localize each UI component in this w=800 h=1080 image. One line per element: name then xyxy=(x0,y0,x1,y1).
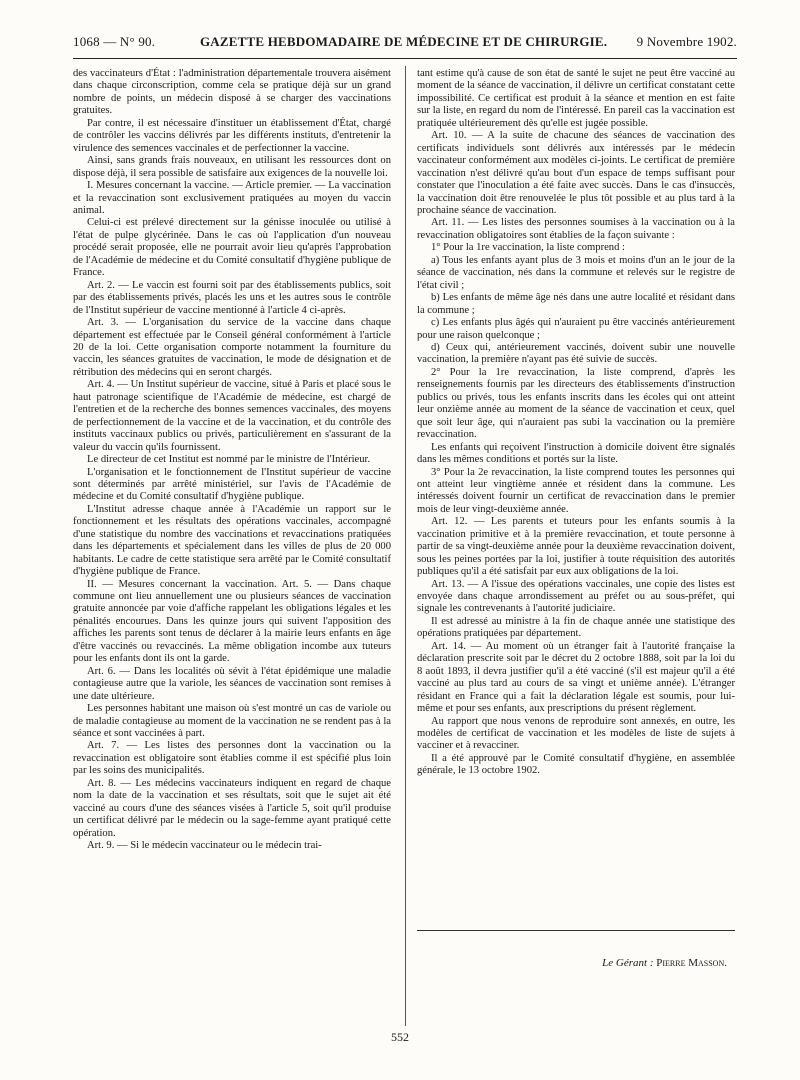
header-rule xyxy=(73,58,737,59)
paragraph: des vaccinateurs d'État : l'administration départementale trouvera aisément dans chaque circonscription, comme cela se pratique déjà sur un grand nombre de points, un médecin disposé à se charger des vaccinations gratuites. xyxy=(73,68,391,117)
signature-label: Le Gérant : xyxy=(602,957,654,969)
paragraph: Art. 4. — Un Institut supérieur de vaccine, situé à Paris et placé sous le haut patronage scientifique de l'Académie de médecine, est chargé de l'entretien et de la recherche des bonnes semences vaccinales, des moyens de perfectionnement de la vaccine et de la vaccination, et du contrôle des instituts vaccinaux publics ou privés, particulièrement en s'assurant de la valeur du vaccin qu'ils fournissent. xyxy=(73,379,391,453)
paragraph: Les enfants qui reçoivent l'instruction à domicile doivent être signalés dans les mêmes conditions et portés sur la liste. xyxy=(417,441,735,466)
paragraph: 2° Pour la 1re revaccination, la liste comprend, d'après les renseignements fournis par les directeurs des établissements d'instruction publics ou privés, tous les enfants inscrits dans les écoles qui ont atteint leur onzième année au moment de la séance de vaccination et ceux, quel que soit leur âge, qui n'auraient pas subi la vaccination ou la première revaccination. xyxy=(417,366,735,441)
paragraph: Ainsi, sans grands frais nouveaux, en utilisant les ressources dont on dispose déjà, il sera possible de satisfaire aux exigences de la nouvelle loi. xyxy=(73,155,391,179)
right-column xyxy=(417,68,735,778)
paragraph: Art. 9. — Si le médecin vaccinateur ou le médecin trai- xyxy=(87,840,322,852)
signature xyxy=(417,957,727,969)
paragraph: Celui-ci est prélevé directement sur la génisse inoculée ou utilisé à l'état de pulpe glycérinée. Dans le cas où l'application d'un nouveau procédé serait proposée, elle ne pourrait avoir lieu qu'après l'approbation de l'Académie de médecine et du Comité consultatif d'hygiène publique de France. xyxy=(73,217,391,279)
paragraph: Art. 11. — Les listes des personnes soumises à la vaccination ou à la revaccination obligatoires sont établies de la façon suivante : xyxy=(417,217,735,241)
paragraph: Art. 3. — L'organisation du service de la vaccine dans chaque département est effectuée par le Conseil général conformément à l'article 20 de la loi. Cette organisation comporte notamment la fourniture du vaccin, les séances gratuites de vaccination, le mode de désignation et de rétribution des médecins qui en seront chargés. xyxy=(73,317,391,378)
paragraph: Les personnes habitant une maison où s'est montré un cas de variole ou de maladie contagieuse au moment de la vaccination ne se rendent pas à la séance et sont vaccinées à part. xyxy=(73,703,391,740)
issue-date: 9 Novembre 1902. xyxy=(636,34,737,49)
paragraph: Art. 8. — Les médecins vaccinateurs indiquent en regard de chaque nom la date de la vaccination et ses résultats, soit que le sujet ait été vacciné au cours d'une des séances visées à l'article 5, soit qu'il produise un certificat délivré par le médecin ou la sage-femme ayant pratiqué cette opération. xyxy=(73,777,391,839)
column-divider xyxy=(405,66,406,1026)
paragraph: 1° Pour la 1re vaccination, la liste comprend : xyxy=(431,242,625,254)
left-column xyxy=(73,68,391,853)
paragraph: Art. 13. — A l'issue des opérations vaccinales, une copie des listes est envoyée dans chaque arrondissement au préfet ou au sous-préfet, qui signale les contrevenants à l'autorité judiciaire. xyxy=(417,578,735,615)
page-issue-number: 1068 — N° 90. xyxy=(73,34,156,49)
paragraph: Art. 6. — Dans les localités où sévit à l'état épidémique une maladie contagieuse autre que la variole, les séances de vaccination sont remises à une date ultérieure. xyxy=(73,665,391,702)
paragraph: L'Institut adresse chaque année à l'Académie un rapport sur le fonctionnement et les résultats des opérations vaccinales, accompagné d'une statistique du nombre des vaccinations et revaccinations pratiquées dans les départements et spécialement dans les villes de plus de 20 000 habitants. Le cadre de cette statistique sera arrêté par le Comité consultatif d'hygiène publique de France. xyxy=(73,503,391,578)
journal-title: GAZETTE HEBDOMADAIRE DE MÉDECINE ET DE CHIRURGIE. xyxy=(200,34,608,49)
paragraph: L'organisation et le fonctionnement de l'Institut supérieur de vaccine sont déterminés par arrêté ministériel, sur l'avis de l'Académie de médecine et du Comité consultatif d'hygiène publique. xyxy=(73,466,391,503)
paragraph: II. — Mesures concernant la vaccination. Art. 5. — Dans chaque commune ont lieu annuellement une ou plusieurs séances de vaccination gratuite annoncée par voie d'affiche rappelant les obligations légales et les pénalités encourues. Dans les quinze jours qui suivent l'apposition des affiches les parents sont tenus de déclarer à la mairie leurs enfants en âge d'être vaccinés ou revaccinés. La même obligation incombe aux tuteurs pour les enfants dont ils ont la garde. xyxy=(73,578,391,665)
paragraph: Art. 2. — Le vaccin est fourni soit par des établissements publics, soit par des établissements privés, placés les uns et les autres sous le contrôle de l'Institut supérieur de vaccine mentionné à l'article 4 ci-après. xyxy=(73,279,391,316)
paragraph: Art. 10. — A la suite de chacune des séances de vaccination des certificats individuels sont délivrés aux intéressés par le médecin vaccinateur conformément aux modèles ci-joints. Le certificat de première vaccination n'est délivré qu'au bout d'un espace de temps suffisant pour constater que l'inoculation a été faite avec succès. Dans le cas d'insuccès, la vaccination doit être renouvelée le plus tôt possible et au plus tard à la prochaine séance de vaccination. xyxy=(417,130,735,216)
paragraph: Le directeur de cet Institut est nommé par le ministre de l'Intérieur. xyxy=(87,454,371,466)
paragraph: b) Les enfants de même âge nés dans une autre localité et résidant dans la commune ; xyxy=(417,292,735,316)
paragraph: Il est adressé au ministre à la fin de chaque année une statistique des opérations pratiquées par département. xyxy=(417,615,735,640)
signature-name: Pierre Masson. xyxy=(656,957,727,969)
paragraph: Art. 14. — Au moment où un étranger fait à l'autorité française la déclaration prescrite soit par le décret du 2 octobre 1888, soit par la loi du 8 août 1893, il devra justifier qu'il a été vacciné (s'il est majeur qu'il a été vacciné au plus tard au cours de sa vingt et unième année). L'étranger résidant en France qui a fait la déclaration légale est soumis, pour lui-même et pour ses enfants, aux prescriptions du présent règlement. xyxy=(417,640,735,715)
paragraph: a) Tous les enfants ayant plus de 3 mois et moins d'un an le jour de la séance de vaccination, nés dans la commune et relevés sur le registre de l'état civil ; xyxy=(417,254,735,291)
paragraph: tant estime qu'à cause de son état de santé le sujet ne peut être vacciné au moment de la séance de vaccination, il délivre un certificat constatant cette impossibilité. Ce certificat est produit à la séance et mention en est faite sur la liste, en regard du nom de l'intéressé. En pareil cas la vaccination est pratiquée ultérieurement dès qu'elle est jugée possible. xyxy=(417,68,735,129)
page-number: 552 xyxy=(391,1030,409,1044)
paragraph: c) Les enfants plus âgés qui n'auraient pu être vaccinés antérieurement pour une raison quelconque ; xyxy=(417,317,735,341)
paragraph: d) Ceux qui, antérieurement vaccinés, doivent subir une nouvelle vaccination, la première n'ayant pas été suivie de succès. xyxy=(417,341,735,366)
paragraph: Art. 12. — Les parents et tuteurs pour les enfants soumis à la vaccination primitive et à la première revaccination, et toute personne à partir de sa vingt-deuxième année pour la deuxième revaccination doivent, sous les peines portées par la loi, justifier à toute réquisition des autorités publiques qu'il a été satisfait par eux aux obligations de la loi. xyxy=(417,516,735,578)
paragraph: Au rapport que nous venons de reproduire sont annexés, en outre, les modèles de certificat de vaccination et les modèles de liste de sujets à vacciner et à revacciner. xyxy=(417,715,735,752)
paragraph: Art. 7. — Les listes des personnes dont la vaccination ou la revaccination est obligatoire sont établies comme il est spécifié plus loin par les soins des municipalités. xyxy=(73,740,391,777)
paragraph: 3° Pour la 2e revaccination, la liste comprend toutes les personnes qui ont atteint leur vingtième année et résident dans la commune. Les intéressés doivent fournir un certificat de revaccination dans le premier mois de leur vingt-deuxième année. xyxy=(417,466,735,515)
paragraph: I. Mesures concernant la vaccine. — Article premier. — La vaccination et la revaccination sont exclusivement pratiquées au moyen du vaccin animal. xyxy=(73,180,391,216)
paragraph: Par contre, il est nécessaire d'instituer un établissement d'État, chargé de contrôler les vaccins délivrés par les différents instituts, d'entretenir la virulence des semences vaccinales et de perfectionner la vaccine. xyxy=(73,117,391,154)
running-header xyxy=(73,34,737,54)
footer-rule xyxy=(417,930,735,931)
paragraph: Il a été approuvé par le Comité consultatif d'hygiène, en assemblée générale, le 13 octobre 1902. xyxy=(417,752,735,777)
